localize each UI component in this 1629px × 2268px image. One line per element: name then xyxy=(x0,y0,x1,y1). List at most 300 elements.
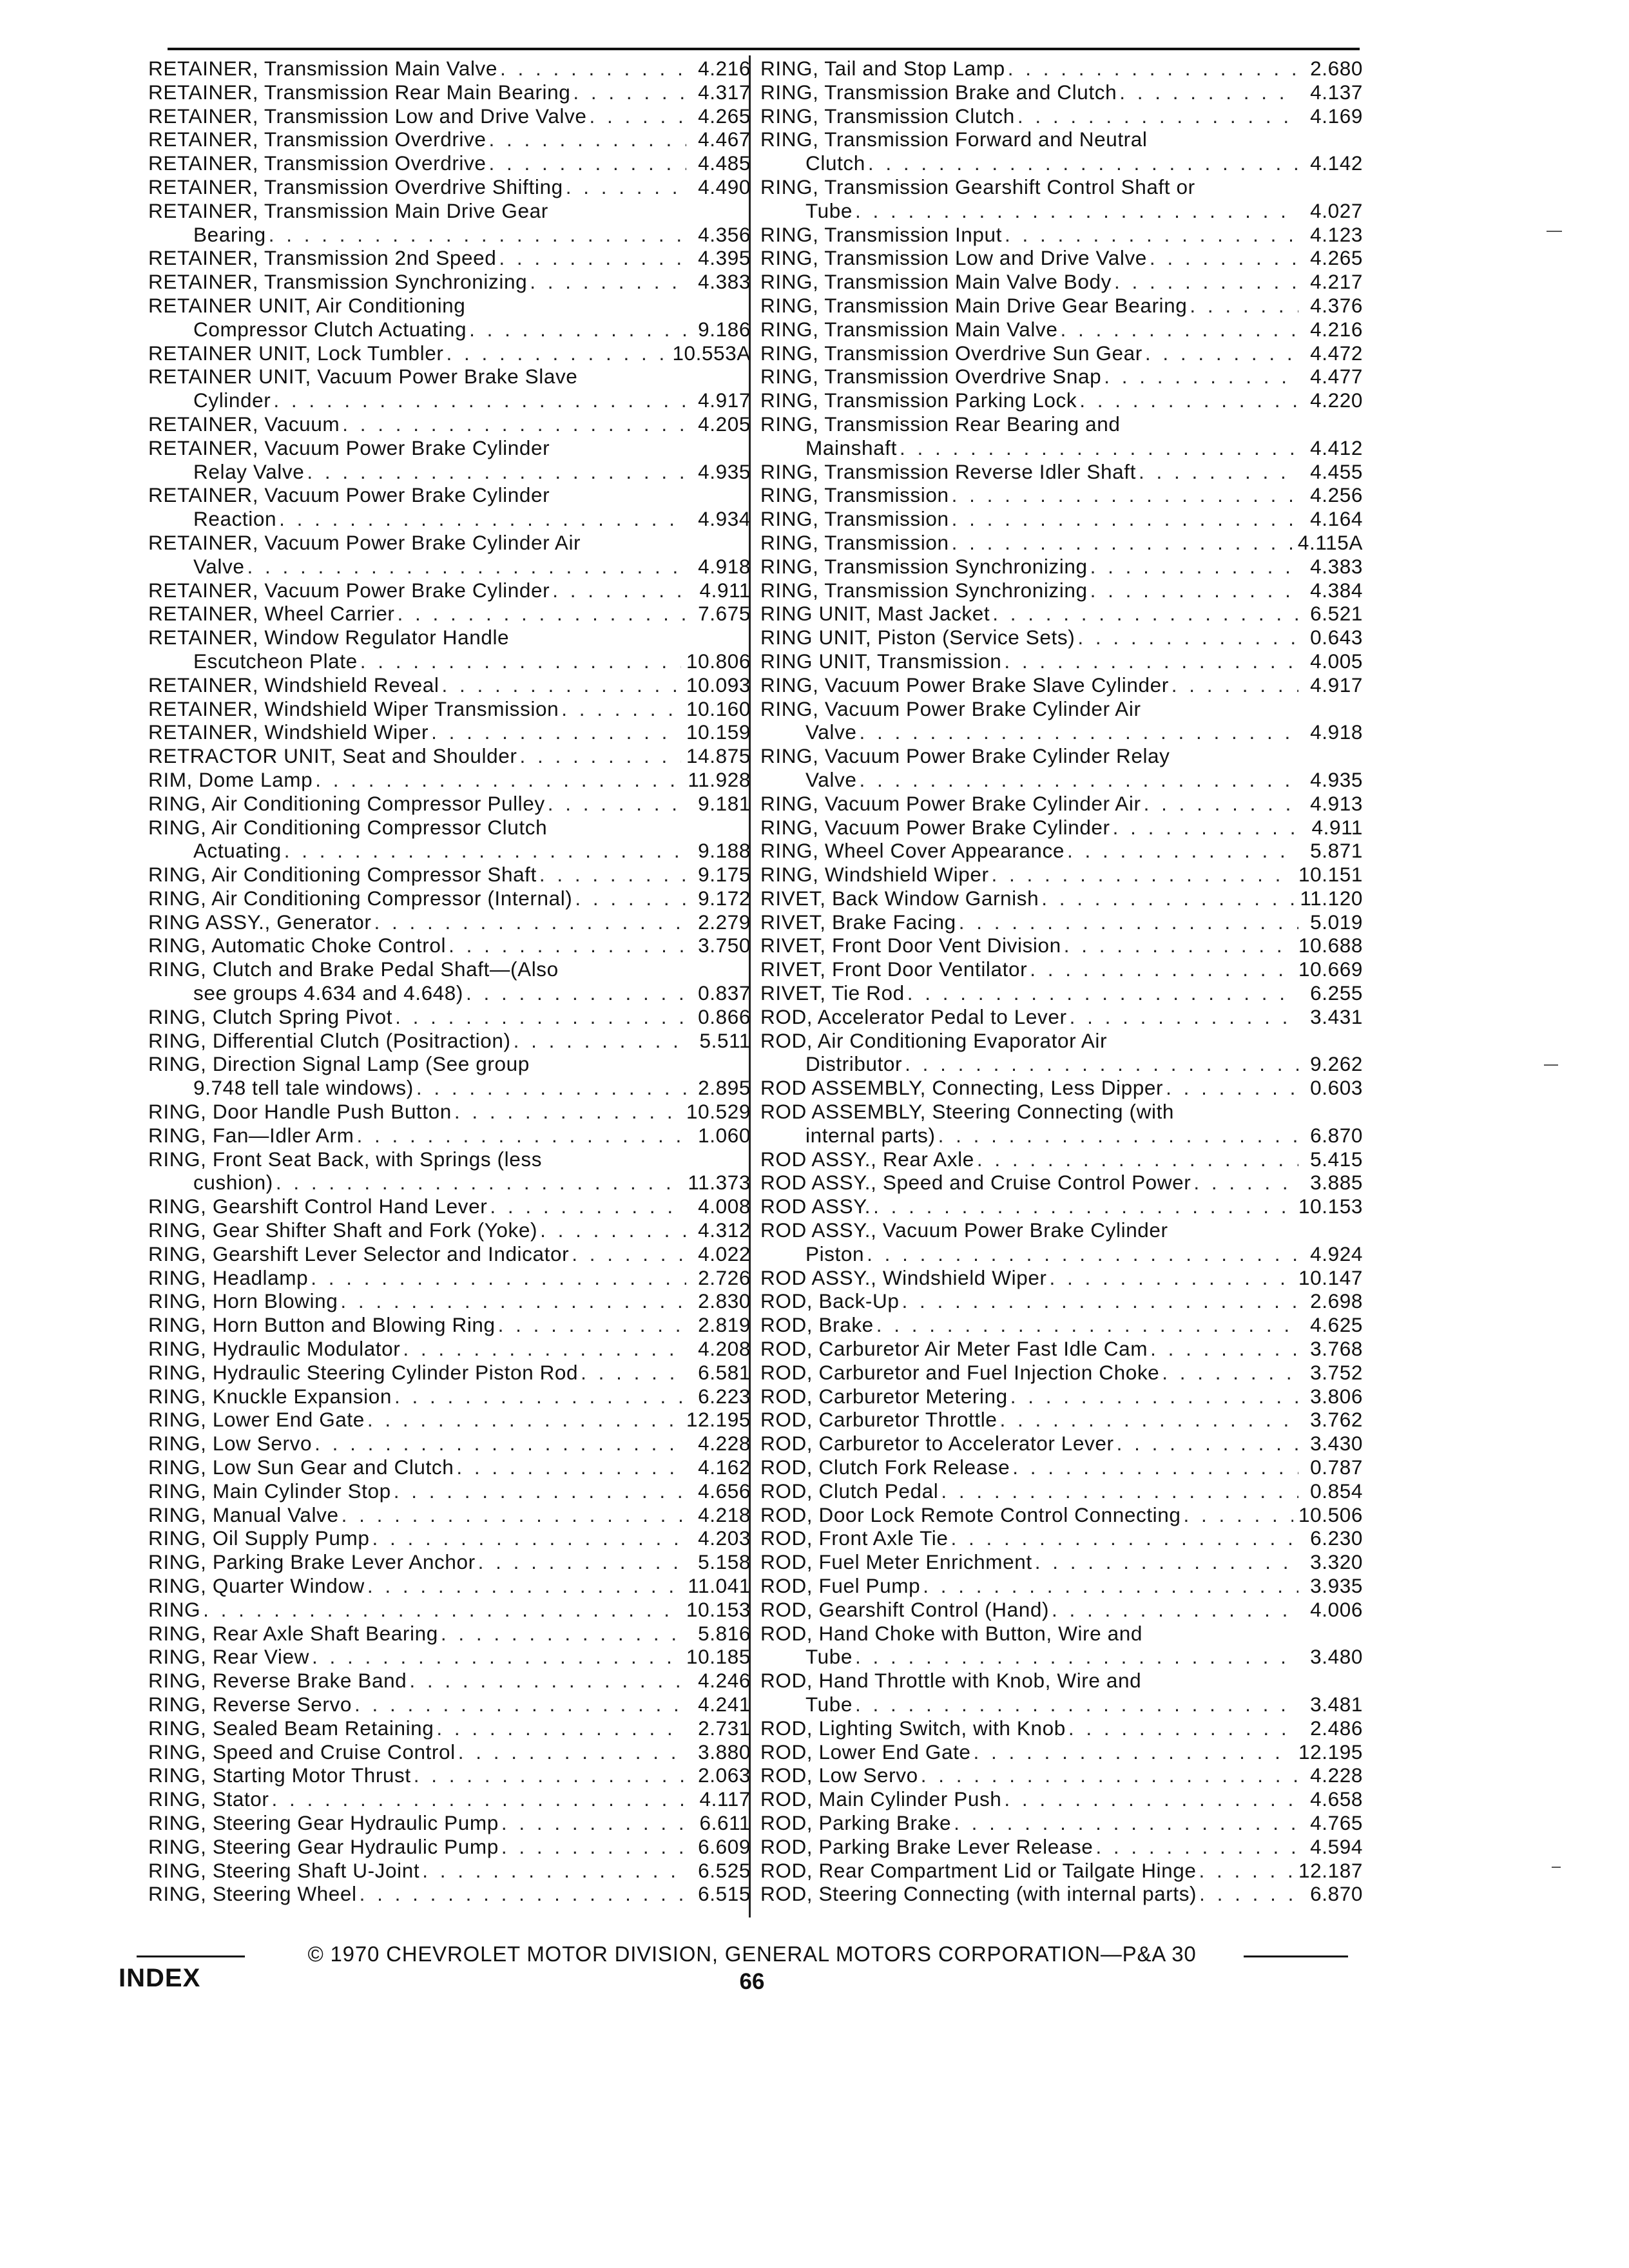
dot-leader xyxy=(1199,1882,1298,1906)
group-number: 10.093 xyxy=(686,673,751,697)
group-number: 4.228 xyxy=(1310,1763,1363,1787)
dot-leader xyxy=(1184,1503,1294,1527)
dot-leader xyxy=(959,910,1298,934)
dot-leader xyxy=(276,1171,683,1195)
dot-leader xyxy=(1008,57,1298,81)
entry-text: RETRACTOR UNIT, Seat and Shoulder xyxy=(148,744,517,768)
index-entry xyxy=(760,863,1363,887)
dot-leader xyxy=(1166,1076,1298,1100)
dot-leader xyxy=(921,1763,1298,1787)
index-entry xyxy=(760,1787,1363,1811)
dot-leader xyxy=(1139,460,1298,484)
dot-leader xyxy=(354,1693,686,1716)
dot-leader xyxy=(902,1289,1299,1313)
dot-leader xyxy=(500,57,686,81)
entry-text: RING, Transmission Rear Bearing and xyxy=(760,412,1121,436)
index-entry xyxy=(148,1005,751,1029)
dot-leader xyxy=(1150,1337,1298,1361)
dot-leader xyxy=(315,768,682,792)
index-entry xyxy=(760,579,1363,602)
dot-leader xyxy=(954,1811,1298,1835)
dot-leader xyxy=(1017,104,1298,128)
entry-text: Escutcheon Plate xyxy=(193,649,358,673)
dot-leader xyxy=(859,720,1298,744)
group-number: 10.688 xyxy=(1298,934,1363,957)
entry-text: ROD, Parking Brake Lever Release xyxy=(760,1834,1094,1858)
index-entry xyxy=(148,1669,751,1693)
index-entry xyxy=(760,246,1363,270)
group-number: 4.123 xyxy=(1310,222,1363,246)
dot-leader xyxy=(311,1266,686,1290)
entry-text: Compressor Clutch Actuating xyxy=(193,317,467,341)
index-entry xyxy=(148,1622,751,1646)
entry-text: RING, Main Cylinder Stop xyxy=(148,1479,391,1503)
entry-text: RING xyxy=(148,1597,201,1621)
group-number: 10.151 xyxy=(1298,863,1363,887)
entry-text: RING, Direction Signal Lamp (See group xyxy=(148,1052,530,1076)
group-number: 4.911 xyxy=(1311,815,1363,839)
group-number: 4.467 xyxy=(698,128,751,151)
entry-text: ROD ASSY. xyxy=(760,1195,871,1218)
group-number: 5.415 xyxy=(1310,1147,1363,1171)
entry-text: Tube xyxy=(805,1645,853,1669)
dot-leader xyxy=(1050,1266,1294,1290)
group-number: 4.216 xyxy=(1310,317,1363,341)
group-number: 4.918 xyxy=(1310,720,1363,744)
index-entry xyxy=(148,1598,751,1622)
index-entry xyxy=(760,1408,1363,1432)
entry-text: RING, Transmission Gearshift Control Shaft or xyxy=(760,175,1195,198)
dot-leader xyxy=(855,199,1298,223)
group-number: 3.752 xyxy=(1310,1360,1363,1384)
index-entry xyxy=(148,341,751,365)
entry-text: RING, Reverse Brake Band xyxy=(148,1669,407,1693)
group-number: 3.750 xyxy=(698,934,751,957)
index-entry xyxy=(148,81,751,104)
dot-leader xyxy=(1035,1550,1298,1574)
dot-leader xyxy=(394,1385,686,1408)
index-entry xyxy=(760,673,1363,697)
dot-leader xyxy=(441,1622,686,1646)
dot-leader xyxy=(974,1740,1294,1764)
entry-text: ROD, Parking Brake xyxy=(760,1811,952,1834)
entry-text: RING, Air Conditioning Compressor Shaft xyxy=(148,863,537,887)
index-entry xyxy=(148,910,751,934)
dot-leader xyxy=(1144,792,1298,816)
group-number: 4.205 xyxy=(698,412,751,436)
group-number: 4.383 xyxy=(1310,554,1363,578)
dot-leader xyxy=(442,673,682,697)
entry-text: Clutch xyxy=(805,151,865,175)
dot-leader xyxy=(572,1242,686,1266)
entry-text: ROD, Steering Connecting (with internal parts) xyxy=(760,1882,1197,1906)
group-number: 4.594 xyxy=(1310,1834,1363,1858)
dot-leader xyxy=(573,81,686,104)
group-number: 0.866 xyxy=(698,1004,751,1028)
group-number: 2.279 xyxy=(698,910,751,934)
index-entry xyxy=(148,1787,751,1811)
index-entry xyxy=(760,1479,1363,1503)
index-entry xyxy=(148,1029,751,1053)
index-entry xyxy=(760,318,1363,341)
index-entry xyxy=(760,1574,1363,1598)
entry-text: ROD ASSEMBLY, Steering Connecting (with xyxy=(760,1100,1175,1124)
group-number: 14.875 xyxy=(686,744,751,768)
entry-text: 9.748 tell tale windows) xyxy=(193,1076,414,1100)
dot-leader xyxy=(1150,246,1298,270)
index-entry xyxy=(148,602,751,626)
margin-mark xyxy=(1552,1867,1561,1868)
group-number: 10.506 xyxy=(1298,1503,1363,1526)
entry-text: Actuating xyxy=(193,839,282,863)
index-entry xyxy=(760,957,1363,981)
dot-leader xyxy=(454,1100,681,1124)
entry-text: RING, Oil Supply Pump xyxy=(148,1526,370,1550)
group-number: 4.765 xyxy=(1310,1811,1363,1834)
dot-leader xyxy=(900,436,1298,460)
entry-text: RETAINER, Vacuum Power Brake Cylinder xyxy=(148,578,550,602)
index-entry xyxy=(148,1716,751,1740)
group-number: 4.137 xyxy=(1310,80,1363,104)
entry-text: RING, Transmission Main Valve Body xyxy=(760,270,1112,294)
dot-leader xyxy=(409,1669,686,1693)
index-entry xyxy=(148,863,751,887)
dot-leader xyxy=(1114,270,1298,294)
index-entry xyxy=(148,1811,751,1835)
dot-leader xyxy=(992,602,1298,626)
group-number: 4.216 xyxy=(698,57,751,80)
entry-text: RING, Transmission Input xyxy=(760,222,1003,246)
dot-leader xyxy=(416,1076,686,1100)
entry-text: ROD, Back-Up xyxy=(760,1289,900,1313)
entry-text: RING, Headlamp xyxy=(148,1265,309,1289)
group-number: 3.935 xyxy=(1310,1574,1363,1597)
group-number: 12.195 xyxy=(1298,1740,1363,1763)
group-number: 4.412 xyxy=(1310,436,1363,459)
entry-text: RING, Lower End Gate xyxy=(148,1408,365,1432)
group-number: 4.383 xyxy=(698,270,751,294)
group-number: 4.917 xyxy=(698,389,751,412)
dot-leader xyxy=(1145,341,1298,365)
entry-text: RING, Starting Motor Thrust xyxy=(148,1763,411,1787)
index-entry xyxy=(148,1148,751,1195)
entry-text: RING, Front Seat Back, with Springs (less xyxy=(148,1147,543,1171)
entry-text: ROD ASSY., Vacuum Power Brake Cylinder xyxy=(760,1218,1168,1242)
footer-rule-right xyxy=(1244,1956,1348,1957)
dot-leader xyxy=(1162,1361,1298,1385)
entry-text: RING, Vacuum Power Brake Cylinder xyxy=(760,815,1110,839)
index-entry xyxy=(760,531,1363,555)
index-entry xyxy=(760,1005,1363,1029)
entry-text: RETAINER UNIT, Lock Tumbler xyxy=(148,341,444,365)
index-entry xyxy=(760,934,1363,957)
entry-text: RING, Windshield Wiper xyxy=(760,863,989,887)
entry-text: RETAINER, Window Regulator Handle xyxy=(148,626,510,649)
group-number: 4.246 xyxy=(698,1669,751,1693)
index-entry xyxy=(760,1171,1363,1195)
group-number: 10.147 xyxy=(1298,1265,1363,1289)
entry-text: RING, Horn Button and Blowing Ring xyxy=(148,1313,496,1337)
dot-leader xyxy=(519,744,681,768)
index-entry xyxy=(760,294,1363,318)
dot-leader xyxy=(446,341,667,365)
dot-leader xyxy=(431,720,681,744)
entry-text: RING, Air Conditioning Compressor Clutch xyxy=(148,815,548,839)
dot-leader xyxy=(456,1456,686,1479)
group-number: 10.185 xyxy=(686,1645,751,1669)
group-number: 4.455 xyxy=(1310,459,1363,483)
entry-text: ROD, Lighting Switch, with Knob xyxy=(760,1716,1066,1740)
entry-text: RING, Transmission Brake and Clutch xyxy=(760,80,1117,104)
group-number: 2.731 xyxy=(698,1716,751,1740)
entry-text: Tube xyxy=(805,198,853,222)
group-number: 4.142 xyxy=(1310,151,1363,175)
dot-leader xyxy=(999,1408,1298,1432)
group-number: 4.911 xyxy=(699,578,751,602)
dot-leader xyxy=(272,1787,687,1811)
entry-text: ROD, Gearshift Control (Hand) xyxy=(760,1597,1050,1621)
entry-text: RING, Door Handle Push Button xyxy=(148,1100,452,1124)
dot-leader xyxy=(855,1693,1298,1716)
entry-text: RETAINER UNIT, Vacuum Power Brake Slave xyxy=(148,365,578,389)
group-number: 4.625 xyxy=(1310,1313,1363,1337)
dot-leader xyxy=(938,1124,1298,1148)
dot-leader xyxy=(581,1361,686,1385)
index-entry xyxy=(760,1195,1363,1218)
dot-leader xyxy=(952,483,1298,507)
dot-leader xyxy=(530,270,686,294)
entry-text: RING, Vacuum Power Brake Cylinder Air xyxy=(760,791,1141,815)
entry-text: RING, Air Conditioning Compressor Pulley xyxy=(148,791,545,815)
index-entry xyxy=(760,910,1363,934)
index-entry xyxy=(760,175,1363,223)
index-entry xyxy=(148,768,751,792)
dot-leader xyxy=(356,1124,686,1148)
index-entry xyxy=(148,365,751,412)
index-entry xyxy=(148,1337,751,1361)
dot-leader xyxy=(247,555,686,579)
index-entry xyxy=(148,1740,751,1764)
entry-text: RING, Knuckle Expansion xyxy=(148,1384,392,1408)
dot-leader xyxy=(952,531,1293,555)
group-number: 6.581 xyxy=(698,1360,751,1384)
entry-text: RING, Speed and Cruise Control xyxy=(148,1740,456,1763)
dot-leader xyxy=(1104,365,1298,389)
entry-text: RING, Transmission Overdrive Snap xyxy=(760,365,1102,389)
entry-text: RING, Transmission Parking Lock xyxy=(760,389,1077,412)
dot-leader xyxy=(342,1503,686,1527)
group-number: 3.885 xyxy=(1310,1171,1363,1195)
index-entry xyxy=(760,887,1363,910)
dot-leader xyxy=(1012,1456,1298,1479)
index-entry xyxy=(148,1526,751,1550)
dot-leader xyxy=(867,1242,1298,1266)
index-entry xyxy=(760,1100,1363,1148)
group-number: 9.181 xyxy=(698,791,751,815)
index-entry xyxy=(148,579,751,602)
index-entry xyxy=(760,223,1363,247)
entry-text: RING, Clutch and Brake Pedal Shaft—(Also xyxy=(148,957,559,981)
index-entry xyxy=(148,104,751,128)
entry-text: ROD, Brake xyxy=(760,1313,874,1337)
entry-text: RING, Steering Gear Hydraulic Pump xyxy=(148,1811,499,1834)
entry-text: RING, Transmission Main Valve xyxy=(760,317,1058,341)
dot-leader xyxy=(203,1598,681,1622)
group-number: 4.005 xyxy=(1310,649,1363,673)
dot-leader xyxy=(422,1859,686,1883)
dot-leader xyxy=(1030,957,1293,981)
dot-leader xyxy=(436,1716,686,1740)
entry-text: ROD, Fuel Pump xyxy=(760,1574,921,1597)
index-entry xyxy=(760,365,1363,389)
dot-leader xyxy=(367,1574,683,1598)
group-number: 7.675 xyxy=(698,602,751,626)
entry-text: RIVET, Back Window Garnish xyxy=(760,886,1039,910)
entry-text: RING, Steering Wheel xyxy=(148,1882,357,1906)
index-entry xyxy=(760,626,1363,649)
index-entry xyxy=(760,1882,1363,1906)
entry-text: RING, Fan—Idler Arm xyxy=(148,1123,354,1147)
dot-leader xyxy=(307,460,686,484)
index-entry xyxy=(760,1076,1363,1100)
index-entry xyxy=(148,934,751,957)
index-entry xyxy=(760,744,1363,792)
margin-mark xyxy=(1544,1064,1558,1066)
group-number: 4.241 xyxy=(698,1692,751,1716)
entry-text: RING, Wheel Cover Appearance xyxy=(760,839,1065,863)
entry-text: see groups 4.634 and 4.648) xyxy=(193,981,464,1005)
entry-text: RING, Sealed Beam Retaining xyxy=(148,1716,434,1740)
dot-leader xyxy=(1113,816,1298,840)
dot-leader xyxy=(1193,1171,1298,1195)
index-entry xyxy=(148,887,751,910)
entry-text: RING, Clutch Spring Pivot xyxy=(148,1004,393,1028)
group-number: 6.525 xyxy=(698,1858,751,1882)
index-entry xyxy=(760,1763,1363,1787)
entry-text: RING, Vacuum Power Brake Cylinder Air xyxy=(760,697,1141,720)
entry-text: RING, Hydraulic Modulator xyxy=(148,1337,401,1361)
dot-leader xyxy=(952,507,1298,531)
group-number: 9.172 xyxy=(698,886,751,910)
dot-leader xyxy=(1005,223,1298,247)
group-number: 4.935 xyxy=(1310,767,1363,791)
copyright-notice: © 1970 CHEVROLET MOTOR DIVISION, GENERAL MOTORS CORPORATION—P&A 30 xyxy=(307,1942,1197,1966)
group-number: 6.223 xyxy=(698,1384,751,1408)
dot-leader xyxy=(374,910,686,934)
dot-leader xyxy=(314,1432,686,1456)
dot-leader xyxy=(1070,1005,1298,1029)
index-entry xyxy=(148,151,751,175)
group-number: 11.041 xyxy=(688,1574,751,1597)
dot-leader xyxy=(923,1574,1298,1598)
group-number: 4.115A xyxy=(1297,530,1363,554)
index-entry xyxy=(148,1289,751,1313)
entry-text: ROD, Carburetor Air Meter Fast Idle Cam xyxy=(760,1337,1148,1361)
dot-leader xyxy=(488,151,686,175)
index-entry xyxy=(148,1503,751,1527)
index-entry xyxy=(760,1361,1363,1385)
group-number: 12.187 xyxy=(1298,1858,1363,1882)
entry-text: RETAINER, Transmission Rear Main Bearing xyxy=(148,80,571,104)
entry-text: RING, Stator xyxy=(148,1787,269,1811)
dot-leader xyxy=(501,1835,686,1859)
dot-leader xyxy=(448,934,686,957)
entry-text: ROD, Door Lock Remote Control Connecting xyxy=(760,1503,1181,1526)
entry-text: RING, Automatic Choke Control xyxy=(148,934,447,957)
entry-text: RING, Gear Shifter Shaft and Fork (Yoke) xyxy=(148,1218,538,1242)
group-number: 5.816 xyxy=(698,1621,751,1645)
group-number: 4.220 xyxy=(1310,389,1363,412)
index-entry xyxy=(148,626,751,673)
entry-text: ROD ASSY., Rear Axle xyxy=(760,1147,974,1171)
dot-leader xyxy=(1060,318,1298,341)
dot-leader xyxy=(466,981,686,1005)
entry-text: RING, Differential Clutch (Positraction) xyxy=(148,1028,511,1052)
index-entry xyxy=(148,1195,751,1218)
dot-leader xyxy=(478,1550,686,1574)
dot-leader xyxy=(342,412,686,436)
group-number: 4.228 xyxy=(698,1432,751,1456)
dot-leader xyxy=(1079,389,1298,412)
group-number: 4.203 xyxy=(698,1526,751,1550)
group-number: 11.120 xyxy=(1300,886,1363,910)
index-entry xyxy=(760,507,1363,531)
index-entry xyxy=(760,1859,1363,1883)
index-entry xyxy=(148,1432,751,1456)
index-entry xyxy=(148,697,751,721)
group-number: 10.153 xyxy=(686,1597,751,1621)
entry-text: RETAINER, Windshield Wiper xyxy=(148,720,429,744)
dot-leader xyxy=(403,1337,686,1361)
entry-text: RETAINER, Transmission Synchronizing xyxy=(148,270,528,294)
entry-text: RING, Steering Shaft U-Joint xyxy=(148,1858,420,1882)
dot-leader xyxy=(269,223,686,247)
entry-text: RETAINER, Transmission Main Valve xyxy=(148,57,498,80)
dot-leader xyxy=(498,1313,686,1337)
entry-text: RING UNIT, Piston (Service Sets) xyxy=(760,626,1075,649)
group-number: 2.063 xyxy=(698,1763,751,1787)
entry-text: RING, Quarter Window xyxy=(148,1574,365,1597)
dot-leader xyxy=(561,697,681,721)
dot-leader xyxy=(367,1408,681,1432)
group-number: 2.819 xyxy=(698,1313,751,1337)
index-entry xyxy=(760,1598,1363,1622)
entry-text: ROD ASSY., Windshield Wiper xyxy=(760,1265,1047,1289)
index-entry xyxy=(148,175,751,199)
entry-text: ROD, Fuel Meter Enrichment xyxy=(760,1550,1032,1574)
entry-text: ROD, Air Conditioning Evaporator Air xyxy=(760,1028,1108,1052)
dot-leader xyxy=(414,1763,686,1787)
dot-leader xyxy=(360,1882,686,1906)
page-number: 66 xyxy=(739,1969,765,1994)
group-number: 10.553A xyxy=(672,341,751,365)
entry-text: RIVET, Front Door Ventilator xyxy=(760,957,1028,981)
group-number: 4.924 xyxy=(1310,1242,1363,1265)
right-index-column xyxy=(760,57,1363,1906)
index-entry xyxy=(148,246,751,270)
dot-leader xyxy=(977,1148,1298,1171)
dot-leader xyxy=(284,839,686,863)
dot-leader xyxy=(907,981,1298,1005)
index-entry xyxy=(760,1835,1363,1859)
group-number: 0.854 xyxy=(1310,1479,1363,1503)
entry-text: RETAINER, Vacuum Power Brake Cylinder xyxy=(148,483,550,507)
index-entry xyxy=(148,128,751,151)
group-number: 2.726 xyxy=(698,1265,751,1289)
entry-text: RETAINER, Transmission Main Drive Gear xyxy=(148,198,548,222)
group-number: 3.880 xyxy=(698,1740,751,1763)
entry-text: RIVET, Tie Rod xyxy=(760,981,905,1005)
